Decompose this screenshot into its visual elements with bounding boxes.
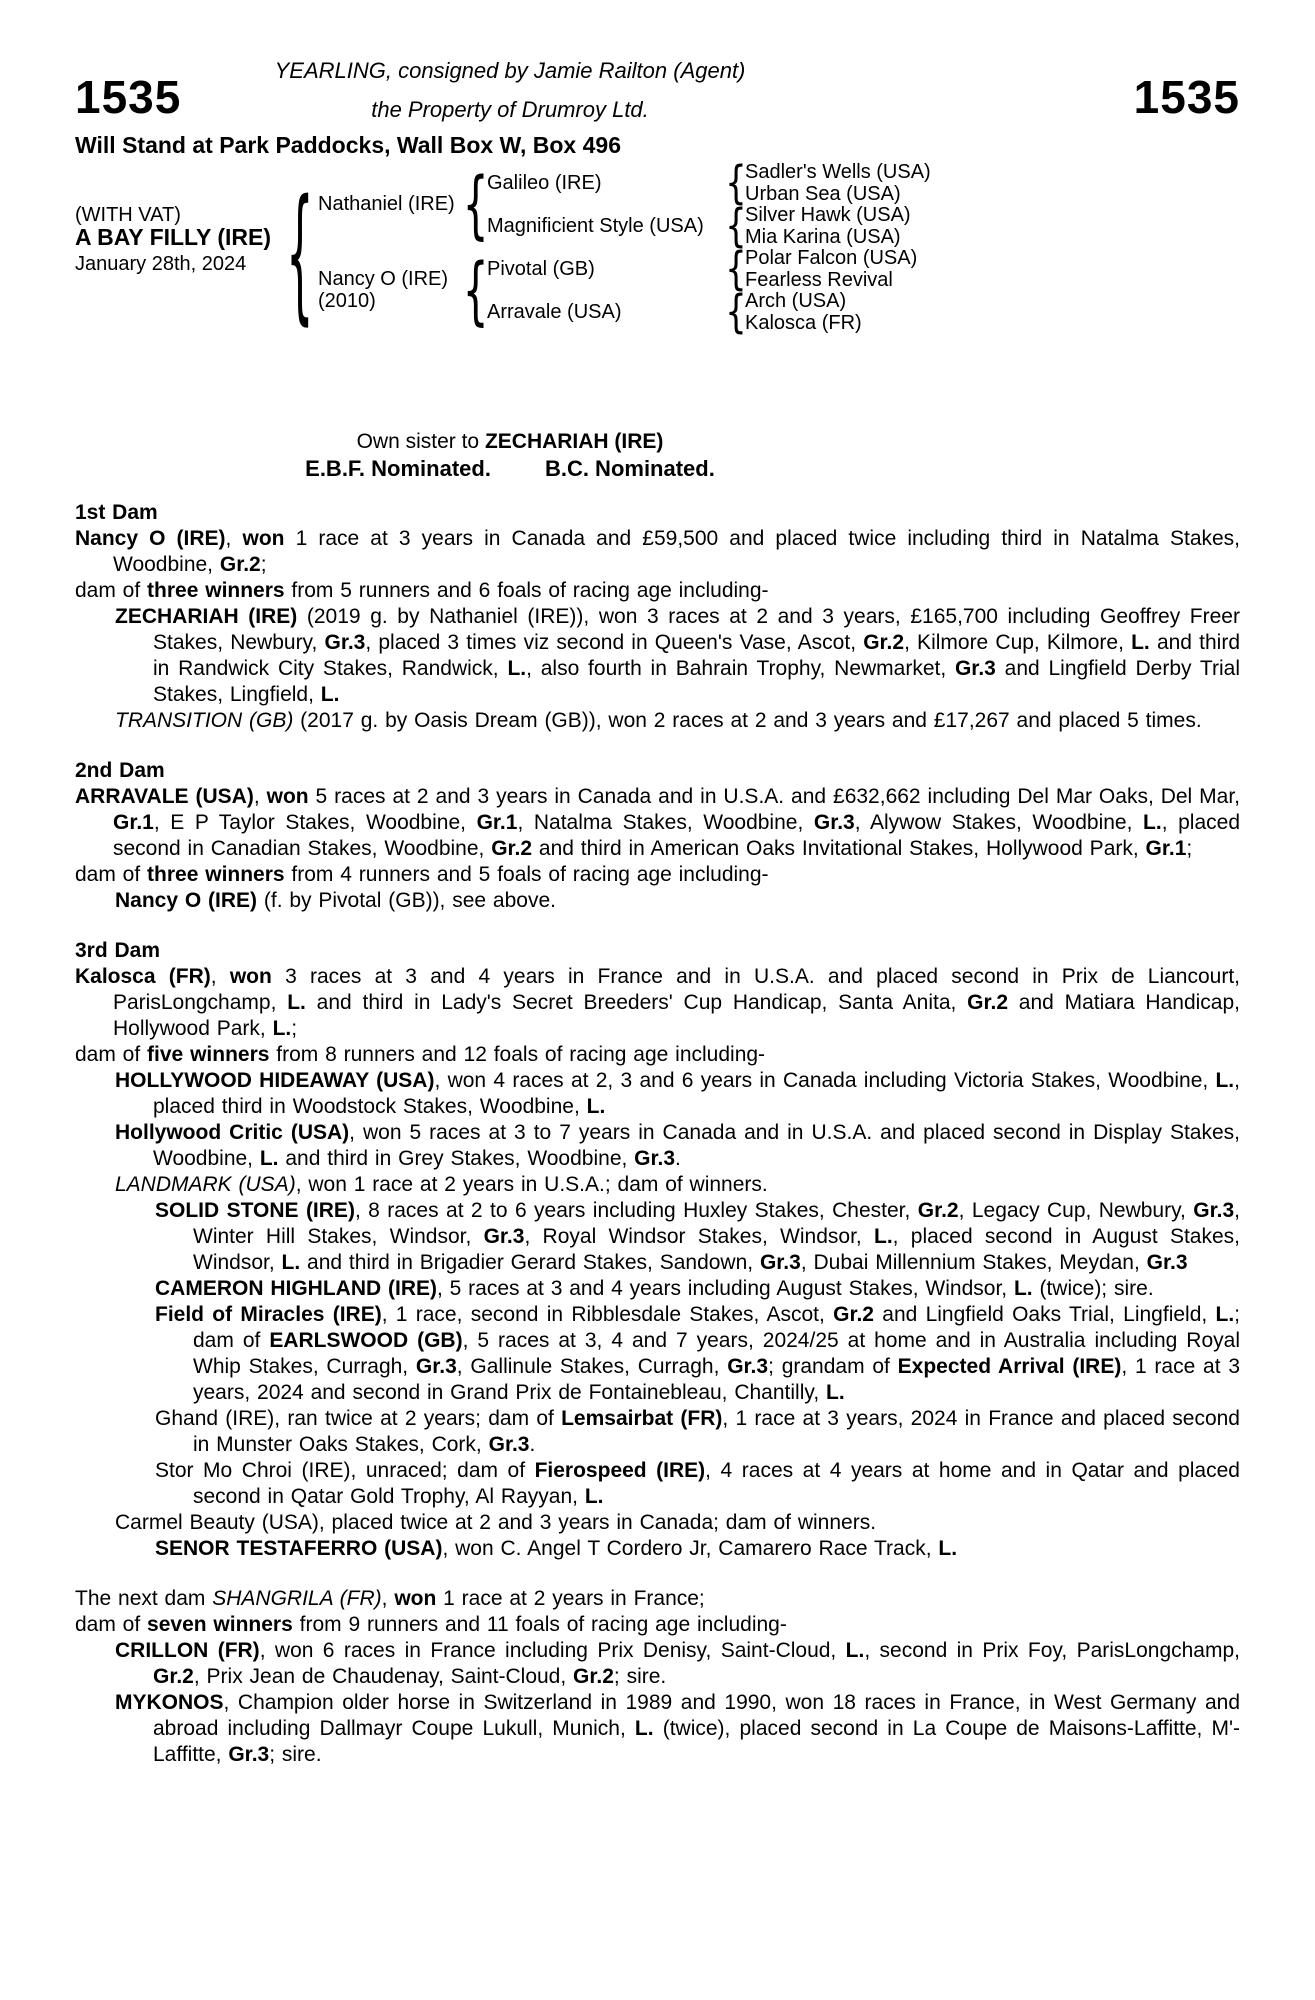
- text-segment: ,: [210, 965, 230, 988]
- text-segment: The next dam: [75, 1587, 213, 1610]
- text-segment: five winners: [147, 1043, 270, 1066]
- text-segment: (f. by Pivotal (GB)), see above.: [257, 889, 556, 912]
- text-segment: , Alywow Stakes, Woodbine,: [854, 811, 1144, 834]
- pedigree-text-body: [75, 500, 1240, 1768]
- text-segment: Kalosca (FR): [75, 965, 211, 988]
- text-segment: Gr.3: [324, 631, 366, 654]
- text-segment: , Gallinule Stakes, Curragh,: [456, 1355, 728, 1378]
- text-segment: Gr.2: [219, 553, 261, 576]
- text-segment: and Lingfield Derby Trial Stakes, Lingfield,: [153, 657, 1240, 706]
- text-segment: , won C. Angel T Cordero Jr, Camarero Race Track,: [442, 1537, 939, 1560]
- sire-name: Nathaniel (IRE): [318, 193, 455, 215]
- text-segment: , also fourth in Bahrain Trophy, Newmarket,: [526, 657, 955, 680]
- property-line: the Property of Drumroy Ltd.: [371, 97, 649, 122]
- text-segment: won: [394, 1587, 437, 1610]
- text-segment: won: [242, 527, 285, 550]
- text-segment: L.: [287, 991, 306, 1014]
- text-segment: Fierospeed (IRE): [534, 1459, 706, 1482]
- text-segment: , placed second in August Stakes, Windsor,: [193, 1225, 1240, 1274]
- text-segment: ;: [291, 1017, 298, 1040]
- text-segment: and Matiara Handicap, Hollywood Park,: [113, 991, 1240, 1040]
- text-segment: , Champion older horse in Switzerland in 1989 and 1990, won 18 races in France, in West Germany and abroad including Dallmayr Coupe Lukull, Munich,: [153, 1691, 1240, 1740]
- text-segment: Gr.2: [833, 1303, 874, 1326]
- text-segment: Gr.3: [1146, 1251, 1188, 1274]
- text-segment: SHANGRILA (FR): [212, 1587, 382, 1610]
- text-segment: Gr.2: [967, 991, 1009, 1014]
- text-segment: ZECHARIAH (IRE): [115, 605, 298, 628]
- text-segment: 1 race at 2 years in France;: [436, 1587, 705, 1610]
- text-segment: from 9 runners and 11 foals of racing age including-: [292, 1613, 787, 1636]
- text-segment: , second in Prix Foy, ParisLongchamp,: [864, 1639, 1240, 1662]
- paragraph: [75, 526, 1240, 578]
- great-grandparent-8: Kalosca (FR): [745, 312, 862, 334]
- text-segment: dam of: [75, 579, 148, 602]
- text-segment: Gr.3: [813, 811, 855, 834]
- pedigree-tree: [75, 158, 1265, 338]
- text-segment: L.: [1013, 1277, 1033, 1300]
- text-segment: , 5 races at 3 and 4 years including August Stakes, Windsor,: [436, 1277, 1014, 1300]
- text-segment: , 4 races at 4 years at home and in Qatar and placed second in Qatar Gold Trophy, Al Rayyan,: [193, 1459, 1240, 1508]
- text-segment: ,: [253, 785, 267, 808]
- text-segment: L.: [584, 1485, 604, 1508]
- text-segment: ; sire.: [269, 1743, 322, 1766]
- text-segment: Lemsairbat (FR): [561, 1407, 723, 1430]
- text-segment: Gr.2: [491, 837, 533, 860]
- text-segment: dam of: [75, 1043, 148, 1066]
- text-segment: SENOR TESTAFERRO (USA): [155, 1537, 443, 1560]
- text-segment: ; dam of: [193, 1303, 1241, 1352]
- subject-description: A BAY FILLY (IRE): [75, 224, 271, 250]
- text-segment: L.: [1131, 631, 1150, 654]
- text-segment: from 8 runners and 12 foals of racing age including-: [269, 1043, 766, 1066]
- text-segment: Gr.3: [483, 1225, 525, 1248]
- paragraph: [75, 1406, 1240, 1458]
- text-segment: Gr.3: [634, 1147, 676, 1170]
- text-segment: SOLID STONE (IRE): [155, 1199, 355, 1222]
- lot-number-left: 1535: [75, 71, 182, 123]
- text-segment: and third in Randwick City Stakes, Randwick,: [153, 631, 1240, 680]
- text-segment: , 5 races at 3, 4 and 7 years, 2024/25 at home and in Australia including Royal Whip Stakes, Curragh,: [193, 1329, 1240, 1378]
- text-segment: ;: [1186, 837, 1193, 860]
- text-segment: , Dubai Millennium Stakes, Meydan,: [800, 1251, 1147, 1274]
- text-segment: , placed second in Canadian Stakes, Woodbine,: [113, 811, 1240, 860]
- text-segment: , won 6 races in France including Prix Denisy, Saint-Cloud,: [259, 1639, 846, 1662]
- text-segment: Gr.3: [759, 1251, 801, 1274]
- text-segment: Stor Mo Chroi (IRE), unraced; dam of: [155, 1459, 535, 1482]
- nominations-line: [75, 456, 945, 482]
- text-segment: 1 race at 3 years in Canada and £59,500 and placed twice including third in Natalma Stakes, Woodbine,: [113, 527, 1241, 576]
- text-segment: , 1 race at 3 years, 2024 in France and placed second in Munster Oaks Stakes, Cork,: [193, 1407, 1240, 1456]
- text-segment: , Winter Hill Stakes, Windsor,: [193, 1199, 1240, 1248]
- text-segment: from 4 runners and 5 foals of racing age including-: [284, 863, 769, 886]
- text-segment: Nancy O (IRE): [115, 889, 258, 912]
- text-segment: Gr.2: [917, 1199, 959, 1222]
- text-segment: Gr.1: [113, 811, 154, 834]
- paragraph: [75, 964, 1240, 1042]
- text-segment: , Legacy Cup, Newbury,: [958, 1199, 1194, 1222]
- paragraph: [75, 1276, 1240, 1302]
- paragraph: [75, 1458, 1240, 1510]
- text-segment: ; sire.: [613, 1665, 667, 1688]
- paragraph: [75, 1690, 1240, 1768]
- paragraph: [75, 1198, 1240, 1276]
- pedigree-brace-g3d: [725, 289, 740, 335]
- text-segment: Gr.2: [153, 1665, 194, 1688]
- bc-nominated: B.C. Nominated.: [544, 456, 715, 481]
- paragraph: [75, 1638, 1240, 1690]
- text-segment: ; grandam of: [768, 1355, 898, 1378]
- text-segment: , E P Taylor Stakes, Woodbine,: [153, 811, 477, 834]
- paragraph: [75, 1586, 1240, 1612]
- text-segment: ;: [260, 553, 267, 576]
- text-segment: L.: [1215, 1069, 1235, 1092]
- text-segment: dam of: [75, 1613, 148, 1636]
- text-segment: L.: [1143, 811, 1162, 834]
- paragraph: [75, 1510, 1240, 1536]
- text-segment: L.: [1215, 1303, 1235, 1326]
- text-segment: , won 5 races at 3 to 7 years in Canada and in U.S.A. and placed second in Display Stakes, Woodbine,: [153, 1121, 1240, 1170]
- great-grandparent-1: Sadler's Wells (USA): [745, 161, 931, 183]
- text-segment: Gr.3: [488, 1433, 530, 1456]
- text-segment: L.: [281, 1251, 301, 1274]
- great-grandparent-3: Silver Hawk (USA): [745, 204, 911, 226]
- great-grandparent-4: Mia Karina (USA): [745, 226, 901, 248]
- paragraph: [75, 708, 1240, 734]
- paragraph: [75, 604, 1240, 708]
- text-segment: (2017 g. by Oasis Dream (GB)), won 2 races at 2 and 3 years and £17,267 and placed 5 times.: [293, 709, 1202, 732]
- text-segment: , 1 race, second in Ribblesdale Stakes, Ascot,: [381, 1303, 834, 1326]
- pedigree-brace-dam: [463, 254, 482, 328]
- text-segment: CAMERON HIGHLAND (IRE): [155, 1277, 437, 1300]
- text-segment: L.: [826, 1381, 845, 1404]
- dam-year: (2010): [318, 290, 376, 312]
- text-segment: and third in Brigadier Gerard Stakes, Sandown,: [300, 1251, 760, 1274]
- paragraph: [75, 1120, 1240, 1172]
- paragraph: [75, 1612, 1240, 1638]
- text-segment: , Prix Jean de Chaudenay, Saint-Cloud,: [193, 1665, 574, 1688]
- section-heading: 2nd Dam: [75, 759, 165, 782]
- text-segment: L.: [320, 683, 340, 706]
- text-segment: Hollywood Critic (USA): [115, 1121, 350, 1144]
- text-segment: Gr.3: [228, 1743, 270, 1766]
- foaling-date: January 28th, 2024: [75, 253, 247, 275]
- paragraph: [75, 1302, 1240, 1406]
- text-segment: Gr.3: [727, 1355, 769, 1378]
- paragraph: [75, 1536, 1240, 1562]
- text-segment: L.: [938, 1537, 958, 1560]
- text-segment: L.: [272, 1017, 292, 1040]
- text-segment: Gr.3: [1193, 1199, 1235, 1222]
- text-segment: Ghand (IRE), ran twice at 2 years; dam of: [155, 1407, 562, 1430]
- pedigree-brace-gen1: [286, 182, 306, 328]
- text-segment: HOLLYWOOD HIDEAWAY (USA): [115, 1069, 435, 1092]
- sire-dam: Magnificient Style (USA): [487, 215, 704, 237]
- text-segment: and third in American Oaks Invitational Stakes, Hollywood Park,: [532, 837, 1146, 860]
- text-segment: ARRAVALE (USA): [75, 785, 254, 808]
- text-segment: L.: [874, 1225, 893, 1248]
- text-segment: and Lingfield Oaks Trial, Lingfield,: [874, 1303, 1216, 1326]
- text-segment: ,: [381, 1587, 395, 1610]
- text-segment: , won 4 races at 2, 3 and 6 years in Canada including Victoria Stakes, Woodbine,: [434, 1069, 1216, 1092]
- text-segment: and third in Lady's Secret Breeders' Cup Handicap, Santa Anita,: [305, 991, 968, 1014]
- text-segment: three winners: [147, 863, 285, 886]
- section-heading: 1st Dam: [75, 501, 158, 524]
- text-segment: Gr.3: [415, 1355, 457, 1378]
- own-sister-prefix: Own sister to: [356, 430, 485, 453]
- dam-section: [75, 758, 1240, 914]
- dam-name: Nancy O (IRE): [318, 268, 449, 290]
- text-segment: 3 races at 3 and 4 years in France and in U.S.A. and placed second in Prix de Liancourt, ParisLongchamp,: [113, 965, 1241, 1014]
- text-segment: EARLSWOOD (GB): [269, 1329, 463, 1352]
- text-segment: Carmel Beauty (USA), placed twice at 2 and 3 years in Canada; dam of winners.: [115, 1511, 877, 1534]
- text-segment: LANDMARK (USA): [115, 1173, 296, 1196]
- text-segment: (twice); sire.: [1032, 1277, 1154, 1300]
- text-segment: Gr.2: [573, 1665, 614, 1688]
- text-segment: Gr.2: [863, 631, 905, 654]
- text-segment: , placed 3 times viz second in Queen's Vase, Ascot,: [365, 631, 864, 654]
- paragraph: [75, 862, 1240, 888]
- paragraph: [75, 1172, 1240, 1198]
- text-segment: , won 1 race at 2 years in U.S.A.; dam of winners.: [295, 1173, 768, 1196]
- text-segment: , placed third in Woodstock Stakes, Woodbine,: [153, 1069, 1240, 1118]
- text-segment: won: [229, 965, 272, 988]
- consignor-line: YEARLING, consigned by Jamie Railton (Agent): [274, 58, 746, 83]
- text-segment: CRILLON (FR): [115, 1639, 260, 1662]
- stand-location-line: Will Stand at Park Paddocks, Wall Box W, Box 496: [75, 132, 621, 158]
- text-segment: from 5 runners and 6 foals of racing age including-: [284, 579, 769, 602]
- text-segment: .: [529, 1433, 536, 1456]
- paragraph: [75, 1042, 1240, 1068]
- text-segment: (2019 g. by Nathaniel (IRE)), won 3 races at 2 and 3 years, £165,700 including Geoffrey Freer Stakes, Newbury,: [153, 605, 1240, 654]
- text-segment: L.: [634, 1717, 654, 1740]
- great-grandparent-7: Arch (USA): [745, 290, 847, 312]
- text-segment: ,: [225, 527, 243, 550]
- dam-dam: Arravale (USA): [487, 301, 622, 323]
- lot-number-right: 1535: [1133, 71, 1240, 123]
- text-segment: (twice), placed second in La Coupe de Maisons-Laffitte, M'-Laffitte,: [153, 1717, 1240, 1766]
- text-segment: L.: [845, 1639, 865, 1662]
- text-segment: Field of Miracles (IRE): [155, 1303, 382, 1326]
- text-segment: three winners: [147, 579, 285, 602]
- text-segment: , 1 race at 3 years, 2024 and second in Grand Prix de Fontainebleau, Chantilly,: [193, 1355, 1241, 1404]
- text-segment: seven winners: [147, 1613, 293, 1636]
- great-grandparent-5: Polar Falcon (USA): [745, 247, 918, 269]
- ebf-nominated: E.B.F. Nominated.: [305, 456, 491, 481]
- paragraph: [75, 1068, 1240, 1120]
- text-segment: and third in Grey Stakes, Woodbine,: [278, 1147, 635, 1170]
- text-segment: L.: [507, 657, 527, 680]
- text-segment: Gr.1: [476, 811, 518, 834]
- text-segment: Expected Arrival (IRE): [897, 1355, 1122, 1378]
- paragraph: [75, 578, 1240, 604]
- text-segment: TRANSITION (GB): [115, 709, 294, 732]
- text-segment: Nancy O (IRE): [75, 527, 226, 550]
- text-segment: , 8 races at 2 to 6 years including Huxley Stakes, Chester,: [354, 1199, 918, 1222]
- section-heading: 3rd Dam: [75, 939, 161, 962]
- dam-section: [75, 938, 1240, 1562]
- text-segment: L.: [586, 1095, 606, 1118]
- great-grandparent-2: Urban Sea (USA): [745, 183, 901, 205]
- text-segment: dam of: [75, 863, 148, 886]
- paragraph: [75, 888, 1240, 914]
- text-segment: .: [675, 1147, 681, 1170]
- text-segment: , Kilmore Cup, Kilmore,: [904, 631, 1132, 654]
- text-segment: MYKONOS: [115, 1691, 224, 1714]
- own-sister-note: [75, 430, 945, 454]
- text-segment: L.: [259, 1147, 279, 1170]
- text-segment: Gr.1: [1145, 837, 1187, 860]
- text-segment: 5 races at 2 and 3 years in Canada and in U.S.A. and £632,662 including Del Mar Oaks, Del Mar,: [308, 785, 1241, 808]
- text-segment: , Natalma Stakes, Woodbine,: [517, 811, 814, 834]
- own-sister-name: ZECHARIAH (IRE): [484, 430, 664, 453]
- dam-section: [75, 1586, 1240, 1768]
- text-segment: Gr.3: [954, 657, 996, 680]
- text-segment: , Royal Windsor Stakes, Windsor,: [524, 1225, 874, 1248]
- dam-sire: Pivotal (GB): [487, 258, 595, 280]
- pedigree-brace-sire: [463, 168, 482, 242]
- great-grandparent-6: Fearless Revival: [745, 269, 893, 291]
- paragraph: [75, 784, 1240, 862]
- dam-section: [75, 500, 1240, 734]
- sire-sire: Galileo (IRE): [487, 172, 602, 194]
- vat-note: (WITH VAT): [75, 204, 181, 226]
- text-segment: won: [266, 785, 309, 808]
